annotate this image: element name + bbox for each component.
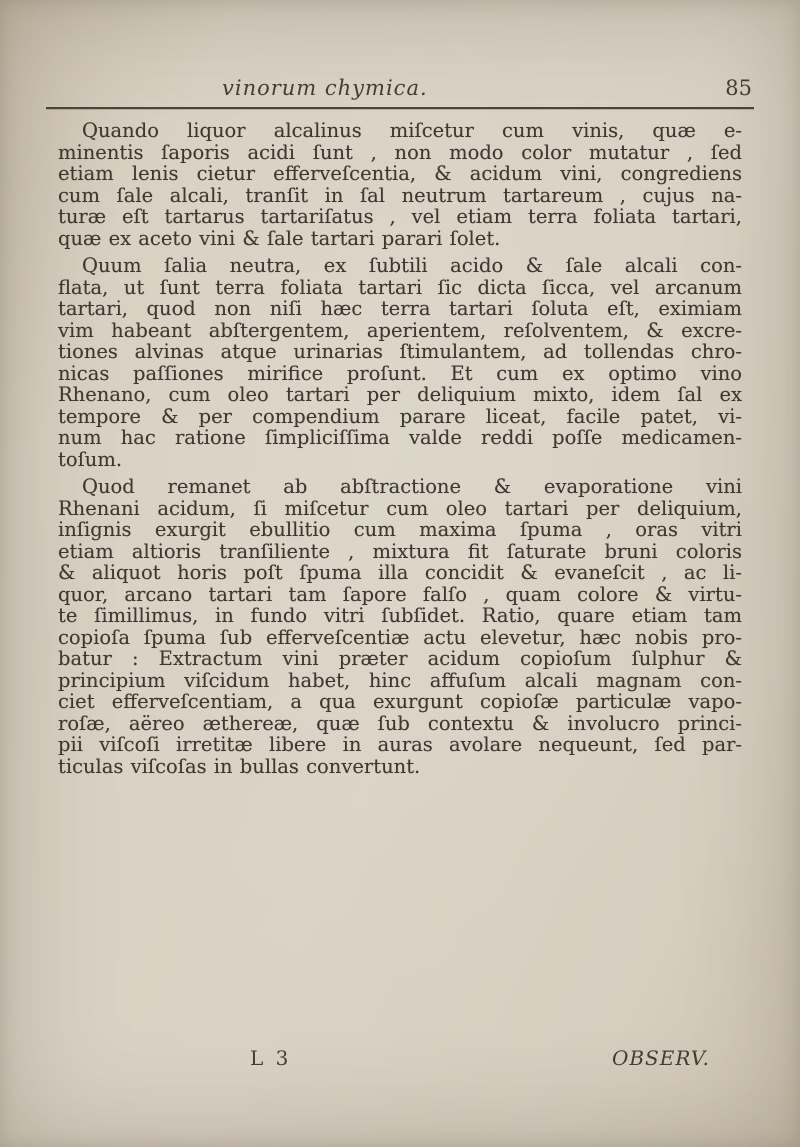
paragraph: [58, 476, 742, 777]
text-line: & aliquot horis poſt ſpuma illa concidit & evaneſcit , ac li-: [58, 561, 742, 584]
header-rule: [46, 107, 754, 109]
text-line: turæ eſt tartarus tartariſatus , vel etiam terra foliata tartari,: [58, 205, 742, 228]
text-line: roſæ, aëreo æthereæ, quæ ſub contextu & involucro princi-: [58, 711, 742, 735]
text-line: batur : Extractum vini præter acidum copioſum ſulphur &: [58, 647, 742, 670]
text-line: num hac ratione ſimpliciſſima valde reddi poſſe medicamen-: [58, 426, 742, 449]
text-line: minentis ſaporis acidi ſunt , non modo color mutatur , ſed: [58, 140, 742, 164]
text-line: nicas paſſiones mirifice proſunt. Et cum ex optimo vino: [58, 361, 742, 385]
text-line: ticulas viſcoſas in bullas convertunt.: [58, 754, 421, 778]
text-line: vim habeant abſtergentem, aperientem, reſolventem, & excre-: [58, 318, 742, 342]
text-line: flata, ut ſunt terra foliata tartari ſic dicta ſicca, vel arcanum: [58, 275, 742, 299]
text-line: etiam altioris tranſiliente , mixtura fit ſaturate bruni coloris: [58, 539, 742, 563]
text-line: quor, arcano tartari tam ſapore falſo , quam colore & virtu-: [58, 582, 742, 606]
text-line: etiam lenis cietur efferveſcentia, & acidum vini, congrediens: [58, 162, 742, 185]
text-line: toſum.: [58, 447, 123, 471]
text-line: ciet efferveſcentiam, a qua exurgunt copioſæ particulæ vapo-: [58, 690, 742, 713]
text-line: quæ ex aceto vini & ſale tartari parari ſolet.: [58, 226, 501, 250]
paragraph: [58, 255, 742, 470]
text-line: Quod remanet ab abſtractione & evaporatione vini: [82, 475, 742, 498]
text-line: te ſimillimus, in fundo vitri ſubſidet. Ratio, quare etiam tam: [58, 604, 742, 627]
text-line: copioſa ſpuma ſub efferveſcentiæ actu elevetur, hæc nobis pro-: [58, 625, 742, 649]
text-line: tiones alvinas atque urinarias ſtimulantem, ad tollendas chro-: [58, 340, 742, 363]
text-line: principium viſcidum habet, hinc affuſum alcali magnam con-: [58, 668, 742, 692]
text-line: tartari, quod non niſi hæc terra tartari ſoluta eſt, eximiam: [58, 297, 742, 320]
page-header: [46, 76, 754, 102]
text-line: pii viſcoſi irretitæ libere in auras avolare nequeunt, ſed par-: [58, 733, 742, 756]
text-line: cum ſale alcali, tranſit in ſal neutrum tartareum , cujus na-: [58, 183, 742, 207]
page-footer: [58, 1046, 742, 1072]
page-number: 85: [725, 76, 752, 100]
text-line: Rhenano, cum oleo tartari per deliquium mixto, idem ſal ex: [58, 383, 742, 406]
signature-mark: L 3: [250, 1046, 292, 1070]
text-line: Quando liquor alcalinus miſcetur cum vinis, quæ e-: [82, 119, 742, 142]
text-line: Rhenani acidum, ſi miſcetur cum oleo tartari per deliquium,: [58, 496, 742, 520]
text-line: inſignis exurgit ebullitio cum maxima ſpuma , oras vitri: [58, 518, 742, 541]
paragraph: [58, 120, 742, 249]
text-line: tempore & per compendium parare liceat, facile patet, vi-: [58, 404, 742, 428]
catchword: OBSERV.: [611, 1046, 710, 1070]
body-text: [58, 120, 742, 777]
running-title: vinorum chymica.: [222, 76, 428, 100]
text-line: Quum ſalia neutra, ex ſubtili acido & ſale alcali con-: [82, 254, 742, 277]
